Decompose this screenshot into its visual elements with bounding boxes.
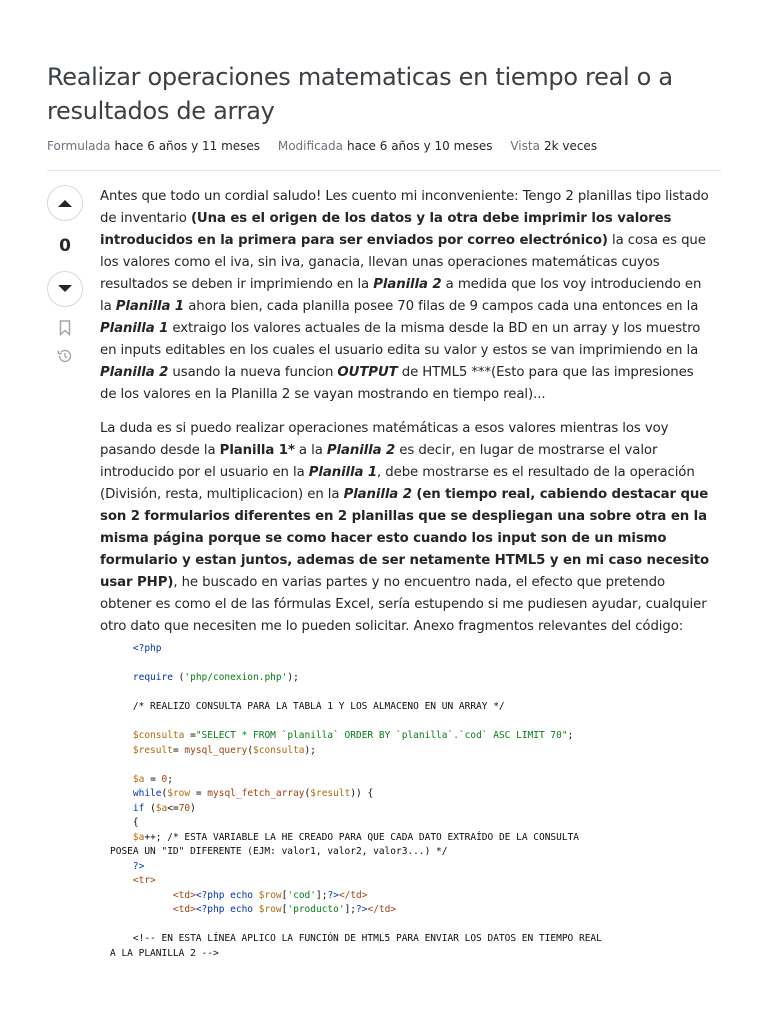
body-paragraph: La duda es si puedo realizar operaciones matémáticas a esos valores mientras los voy pasando desde la Planilla 1* a la Planilla 2 es decir, en lugar de mostrarse el valor introducido por el usuario en la Planilla 1, debe mostrarse es el resultado de la operación (División, resta, multiplicacion) en la Planilla 2 (en tiempo real, cabiendo destacar que son 2 formularios diferentes en 2 planillas que se despliegan una sobre otra en la misma página porque se como hacer esto cuando los input son de un mismo formulario y estan juntos, ademas de ser netamente HTML5 y en mi caso necesito usar PHP), he buscado en varias partes y no encuentro nada, el efecto que pretendo obtener es como el de las fórmulas Excel, sería estupendo si me pudiesen ayudar, cualquier otro dato que necesiten me lo pueden solicitar. Anexo fragmentos relevantes del código:	[100, 421, 710, 634]
code-line: POSEA UN "ID" DIFERENTE (EJM: valor1, valor2, valor3...) */	[110, 846, 448, 857]
code-line: /* REALIZO CONSULTA PARA LA TABLA 1 Y LOS ALMACENO EN UN ARRAY */	[110, 701, 505, 712]
vote-count: 0	[59, 236, 71, 256]
emphasis-text: Planilla 2	[326, 443, 396, 458]
code-line: $a = 0;	[132, 773, 173, 785]
emphasis-text: Planilla 1	[115, 299, 185, 314]
bookmark-icon	[59, 320, 71, 336]
question-body	[100, 186, 710, 650]
asked-label: Formulada	[47, 139, 111, 153]
code-line: $a++; /* ESTA VARIABLE LA HE CREADO PARA QUE CADA DATO EXTRAÍDO DE LA CONSULTA	[132, 831, 580, 843]
code-line: $result= mysql_query($consulta);	[132, 744, 316, 756]
vote-cell	[47, 185, 87, 367]
emphasis-text: Planilla 2	[373, 277, 442, 292]
code-line: A LA PLANILLA 2 -->	[110, 947, 219, 959]
emphasis-text: Planilla 2	[343, 487, 412, 502]
arrow-up-icon	[57, 198, 73, 208]
history-button[interactable]	[47, 345, 83, 367]
code-line: <td><?php echo $row['producto'];?></td>	[172, 904, 397, 915]
history-icon	[56, 347, 74, 365]
emphasis-text: Planilla 2	[100, 365, 169, 380]
asked-value[interactable]: hace 6 años y 11 meses	[114, 139, 261, 153]
code-line: if ($a<=70)	[132, 802, 196, 814]
code-line: <?php	[132, 643, 162, 654]
emphasis-text: Planilla 1	[100, 321, 169, 336]
modified-label: Modificada	[277, 139, 343, 153]
code-line: while($row = mysql_fetch_array($result)) {	[132, 788, 374, 799]
arrow-down-icon	[57, 284, 73, 294]
viewed-value: 2k veces	[543, 139, 598, 153]
code-line: $consulta ="SELECT * FROM `planilla` ORDER BY `planilla`.`cod` ASC LIMIT 70";	[132, 730, 574, 741]
modified-value[interactable]: hace 6 años y 10 meses	[347, 139, 493, 153]
emphasis-text: (Una es el origen de los datos y la otra debe imprimir los valores introducidos en la primera para ser enviados por correo electrónico)	[100, 211, 672, 248]
question-title[interactable]: Realizar operaciones matematicas en tiempo real o a resultados de array	[47, 63, 673, 125]
code-line: require ('php/conexion.php');	[132, 672, 299, 683]
question-meta	[47, 138, 611, 154]
upvote-button[interactable]	[47, 185, 83, 221]
downvote-button[interactable]	[47, 271, 83, 307]
code-line: {	[110, 817, 139, 828]
emphasis-text: Planilla 1*	[219, 443, 295, 458]
code-block	[110, 642, 730, 961]
viewed-label: Vista	[510, 139, 540, 153]
code-line: <tr>	[132, 875, 156, 886]
code-line: ?>	[132, 860, 145, 872]
code-line: <td><?php echo $row['cod'];?></td>	[172, 889, 368, 901]
emphasis-text: OUTPUT	[337, 365, 398, 380]
emphasis-text: Planilla 1	[308, 465, 378, 480]
header-divider	[47, 170, 721, 171]
code-line: <!-- EN ESTA LÍNEA APLICO LA FUNCIÓN DE HTML5 PARA ENVIAR LOS DATOS EN TIEMPO REAL	[110, 933, 602, 944]
body-paragraph: Antes que todo un cordial saludo! Les cuento mi inconveniente: Tengo 2 planillas tipo listado de inventario (Una es el origen de los datos y la otra debe imprimir los valores introducidos en la primera para ser enviados por correo electrónico) la cosa es que los valores como el iva, sin iva, ganacia, llevan unas operaciones matemáticas cuyos resultados se deben ir imprimiendo en la Planilla 2 a medida que los voy introduciendo en la Planilla 1 ahora bien, cada planilla posee 70 filas de 9 campos cada una entonces en la Planilla 1 extraigo los valores actuales de la misma desde la BD en un array y los muestro en inputs editables en los cuales el usuario edita su valor y estos se van imprimiendo en la Planilla 2 usando la nueva funcion OUTPUT de HTML5 ***(Esto para que las impresiones de los valores en la Planilla 2 se vayan mostrando en tiempo real)...	[100, 189, 709, 402]
bookmark-button[interactable]	[47, 317, 83, 339]
emphasis-text: (en tiempo real, cabiendo destacar que son 2 formularios diferentes en 2 planillas que se despliegan una sobre otra en la misma página porque se como hacer esto cuando los input son de un mismo formulario y estan juntos, ademas de ser netamente HTML5 y en mi caso necesito usar PHP)	[100, 487, 710, 590]
